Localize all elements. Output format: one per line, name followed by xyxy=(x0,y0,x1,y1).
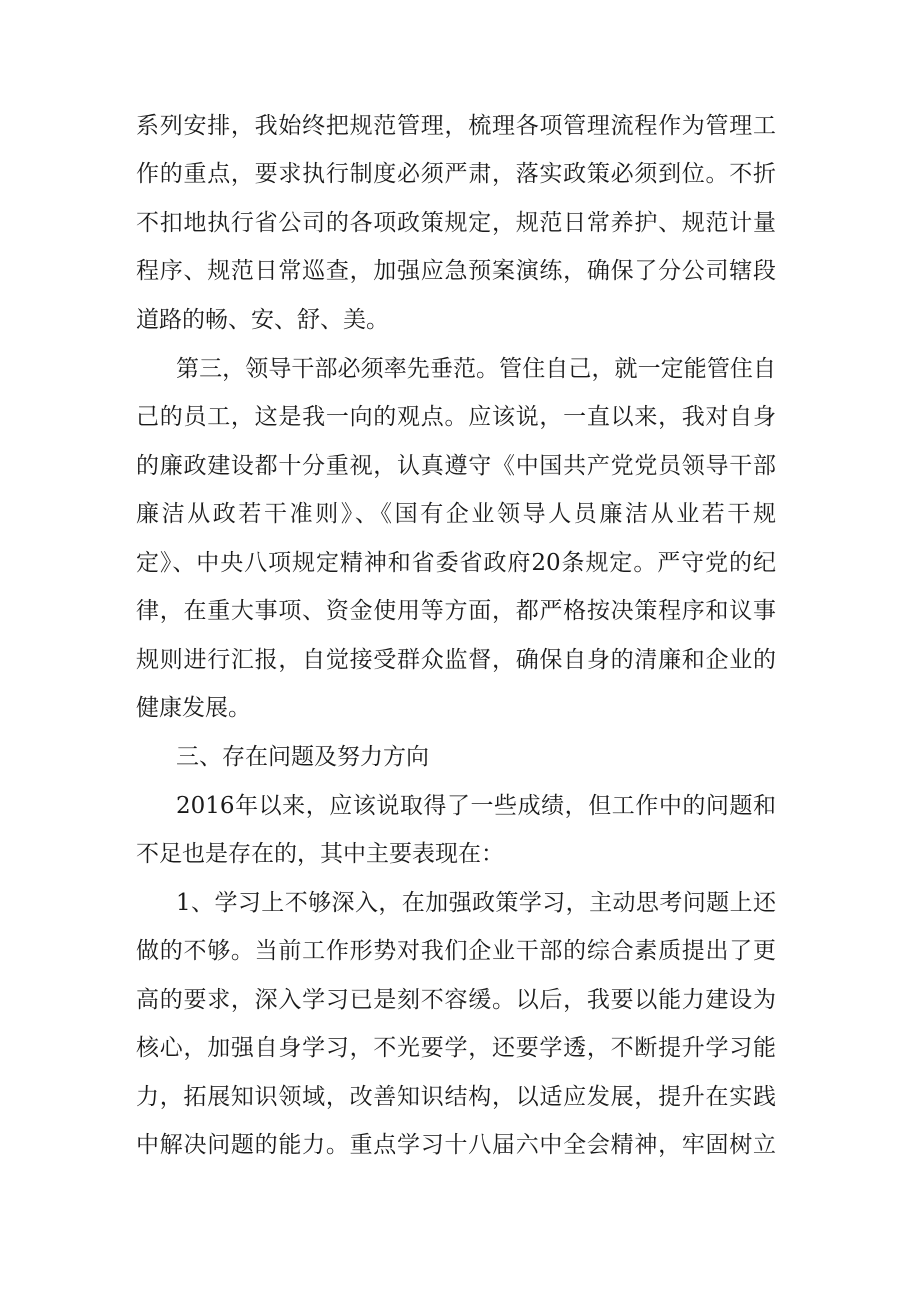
paragraph-line: 做的不够。当前工作形势对我们企业干部的综合素质提出了更 xyxy=(136,938,776,964)
paragraph-line: 律，在重大事项、资金使用等方面，都严格按决策程序和议事 xyxy=(136,598,776,624)
paragraph-line: 廉洁从政若干准则》、《国有企业领导人员廉洁从业若干规 xyxy=(136,501,776,527)
paragraph-line: 高的要求，深入学习已是刻不容缓。以后，我要以能力建设为 xyxy=(136,987,776,1013)
paragraph-line: 定》、中央八项规定精神和省委省政府20条规定。严守党的纪 xyxy=(136,550,776,576)
paragraph-line: 不扣地执行省公司的各项政策规定，规范日常养护、规范计量 xyxy=(136,210,776,236)
paragraph-line: 健康发展。 xyxy=(136,695,251,721)
paragraph-line: 的廉政建设都十分重视，认真遵守《中国共产党党员领导干部 xyxy=(136,453,776,479)
paragraph-line: 1、学习上不够深入，在加强政策学习，主动思考问题上还 xyxy=(176,890,776,916)
paragraph-line: 己的员工，这是我一向的观点。应该说，一直以来，我对自身 xyxy=(136,404,776,430)
paragraph-line: 道路的畅、安、舒、美。 xyxy=(136,307,389,333)
paragraph-line: 力，拓展知识领域，改善知识结构，以适应发展，提升在实践 xyxy=(136,1084,776,1110)
paragraph-line: 程序、规范日常巡查，加强应急预案演练，确保了分公司辖段 xyxy=(136,258,776,284)
paragraph-line: 作的重点，要求执行制度必须严肃，落实政策必须到位。不折 xyxy=(136,161,776,187)
paragraph-line: 系列安排，我始终把规范管理，梳理各项管理流程作为管理工 xyxy=(136,113,776,139)
paragraph-line: 不足也是存在的，其中主要表现在： xyxy=(136,841,504,867)
section-heading: 三、存在问题及努力方向 xyxy=(176,744,429,770)
paragraph-line: 规则进行汇报，自觉接受群众监督，确保自身的清廉和企业的 xyxy=(136,647,776,673)
paragraph-line: 核心，加强自身学习，不光要学，还要学透，不断提升学习能 xyxy=(136,1035,776,1061)
paragraph-line: 2016年以来，应该说取得了一些成绩，但工作中的问题和 xyxy=(176,793,776,819)
paragraph-line: 中解决问题的能力。重点学习十八届六中全会精神，牢固树立 xyxy=(136,1132,776,1158)
paragraph-line: 第三，领导干部必须率先垂范。管住自己，就一定能管住自 xyxy=(176,356,776,382)
